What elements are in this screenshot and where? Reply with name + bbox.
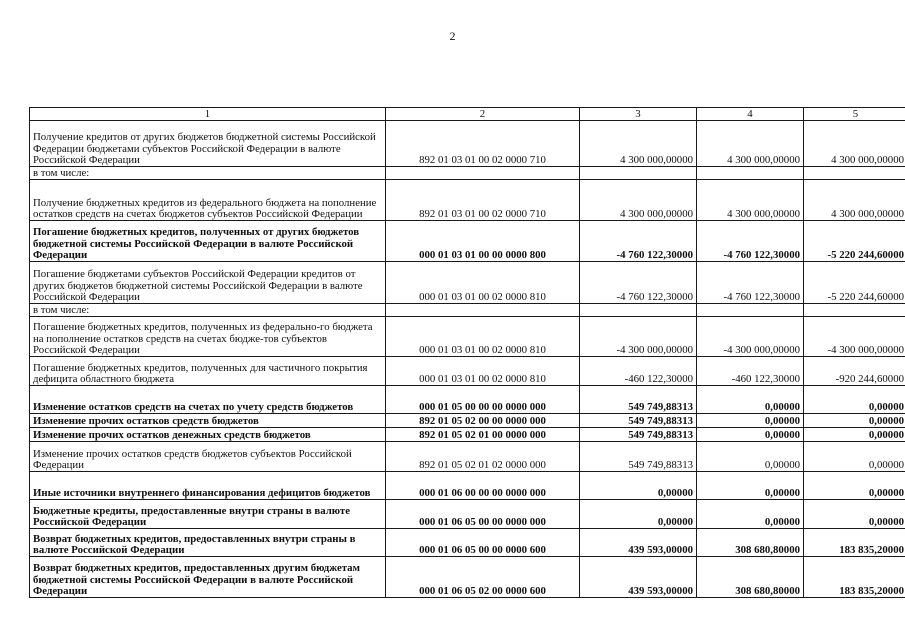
row-value-3: 4 300 000,00000 [580,180,697,221]
row-value-5: 0,00000 [804,500,905,529]
row-value-3: 439 593,00000 [580,529,697,557]
row-code [386,167,580,180]
row-value-3: 549 749,88313 [580,386,697,414]
row-name: Возврат бюджетных кредитов, предоставленных внутри страны в валюте Российской Федерации [30,529,386,557]
row-name: Иные источники внутреннего финансирования дефицитов бюджетов [30,472,386,500]
row-value-4: 0,00000 [697,428,804,442]
table-row [30,304,905,317]
row-value-3 [580,167,697,180]
row-code: 892 01 03 01 00 02 0000 710 [386,180,580,221]
row-value-5: 0,00000 [804,442,905,472]
row-value-4: 0,00000 [697,442,804,472]
row-value-3: 549 749,88313 [580,428,697,442]
row-value-4: -4 760 122,30000 [697,221,804,262]
row-value-5: 0,00000 [804,472,905,500]
row-name: Получение бюджетных кредитов из федерального бюджета на пополнение остатков средств на счетах бюджетов субъектов Российской Федерации [30,180,386,221]
row-code: 000 01 06 05 02 00 0000 600 [386,557,580,598]
row-value-4: 308 680,80000 [697,557,804,598]
row-code [386,304,580,317]
table-row [30,472,905,500]
row-code: 000 01 06 05 00 00 0000 600 [386,529,580,557]
row-value-4: 308 680,80000 [697,529,804,557]
row-code: 000 01 03 01 00 00 0000 800 [386,221,580,262]
row-name: Погашение бюджетных кредитов, полученных от других бюджетов бюджетной системы Российской Федерации в валюте Российской Федерации [30,221,386,262]
row-code: 000 01 05 00 00 00 0000 000 [386,386,580,414]
row-name: Изменение остатков средств на счетах по учету средств бюджетов [30,386,386,414]
table-row [30,414,905,428]
row-value-3: 4 300 000,00000 [580,121,697,167]
header-cell-1: 1 [30,108,386,121]
row-value-3: 549 749,88313 [580,414,697,428]
row-value-5: 0,00000 [804,428,905,442]
table-header-row [30,108,905,121]
row-code: 000 01 06 05 00 00 0000 000 [386,500,580,529]
row-name: в том числе: [30,304,386,317]
row-name: Бюджетные кредиты, предоставленные внутри страны в валюте Российской Федерации [30,500,386,529]
row-value-5: -5 220 244,60000 [804,221,905,262]
row-value-3: -4 760 122,30000 [580,221,697,262]
row-value-5: -920 244,60000 [804,357,905,386]
row-code: 000 01 03 01 00 02 0000 810 [386,262,580,304]
row-value-3: 0,00000 [580,472,697,500]
row-value-5: 0,00000 [804,386,905,414]
row-value-4: -460 122,30000 [697,357,804,386]
table-row [30,221,905,262]
row-name: Изменение прочих остатков средств бюджетов [30,414,386,428]
table-row [30,428,905,442]
row-name: Изменение прочих остатков денежных средств бюджетов [30,428,386,442]
row-value-3: 549 749,88313 [580,442,697,472]
row-name: Погашение бюджетных кредитов, полученных для частичного покрытия дефицита областного бюджета [30,357,386,386]
row-value-5: 183 835,20000 [804,557,905,598]
table-row [30,557,905,598]
table-row [30,262,905,304]
row-code: 892 01 05 02 00 00 0000 000 [386,414,580,428]
row-code: 000 01 03 01 00 02 0000 810 [386,357,580,386]
row-code: 000 01 03 01 00 02 0000 810 [386,317,580,357]
row-value-5: 0,00000 [804,414,905,428]
row-value-4: 0,00000 [697,472,804,500]
header-cell-4: 4 [697,108,804,121]
row-code: 000 01 06 00 00 00 0000 000 [386,472,580,500]
table-row [30,180,905,221]
table-row [30,357,905,386]
row-value-5: 4 300 000,00000 [804,180,905,221]
row-value-5 [804,167,905,180]
row-code: 892 01 03 01 00 02 0000 710 [386,121,580,167]
row-value-4: 4 300 000,00000 [697,180,804,221]
row-value-4 [697,167,804,180]
table-row [30,386,905,414]
row-code: 892 01 05 02 01 02 0000 000 [386,442,580,472]
row-name: Возврат бюджетных кредитов, предоставленных другим бюджетам бюджетной системы Российской Федерации в валюте Российской Федерации [30,557,386,598]
row-code: 892 01 05 02 01 00 0000 000 [386,428,580,442]
table-row [30,442,905,472]
row-value-5: -4 300 000,00000 [804,317,905,357]
row-value-4: 4 300 000,00000 [697,121,804,167]
row-value-5 [804,304,905,317]
row-name: в том числе: [30,167,386,180]
row-value-5: 4 300 000,00000 [804,121,905,167]
row-value-3: -460 122,30000 [580,357,697,386]
row-value-5: -5 220 244,60000 [804,262,905,304]
table-row [30,500,905,529]
row-value-3: 439 593,00000 [580,557,697,598]
page-number: 2 [449,29,456,43]
row-value-4: 0,00000 [697,386,804,414]
row-value-4 [697,304,804,317]
table-row [30,317,905,357]
header-cell-5: 5 [804,108,905,121]
table-row [30,167,905,180]
row-value-3: -4 300 000,00000 [580,317,697,357]
row-name: Изменение прочих остатков средств бюджетов субъектов Российской Федерации [30,442,386,472]
row-value-4: 0,00000 [697,500,804,529]
row-name: Погашение бюджетных кредитов, полученных из федерально-го бюджета на пополнение остатков средств на счетах бюдже-тов субъектов Российской Федерации [30,317,386,357]
row-value-5: 183 835,20000 [804,529,905,557]
row-value-4: -4 760 122,30000 [697,262,804,304]
budget-sources-table [29,107,905,598]
row-name: Погашение бюджетами субъектов Российской Федерации кредитов от других бюджетов бюджетной системы Российской Федерации в валюте Российской Федерации [30,262,386,304]
row-value-3 [580,304,697,317]
row-value-3: 0,00000 [580,500,697,529]
row-name: Получение кредитов от других бюджетов бюджетной системы Российской Федерации бюджетами субъектов Российской Федерации в валюте Российской Федерации [30,121,386,167]
row-value-3: -4 760 122,30000 [580,262,697,304]
header-cell-2: 2 [386,108,580,121]
table-row [30,529,905,557]
table-row [30,121,905,167]
row-value-4: -4 300 000,00000 [697,317,804,357]
header-cell-3: 3 [580,108,697,121]
row-value-4: 0,00000 [697,414,804,428]
